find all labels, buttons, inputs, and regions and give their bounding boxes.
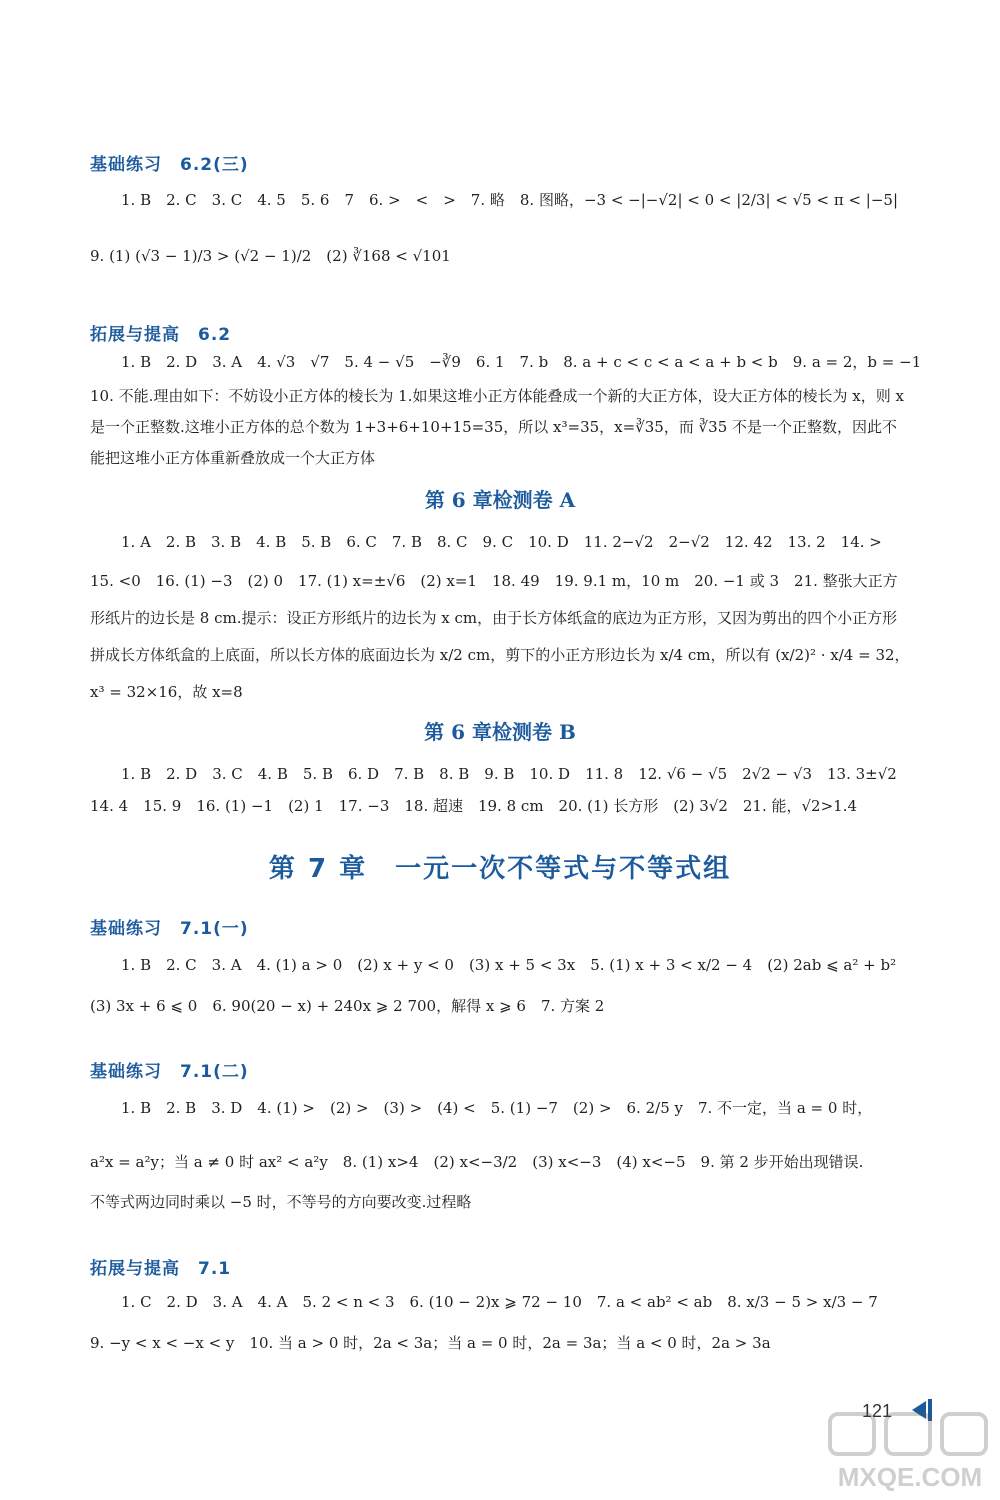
section-heading-extension-6-2 xyxy=(90,320,231,345)
section-title: 基础练习 xyxy=(90,155,162,175)
section-title: 基础练习 xyxy=(90,919,162,939)
answer-line: 9. (1) (√3 − 1)/3 > (√2 − 1)/2 (2) ∛168 < √101 xyxy=(90,247,451,265)
section-number: 7.1 xyxy=(198,1259,232,1279)
answer-line: 1. B 2. B 3. D 4. (1) > (2) > (3) > (4) < 5. (1) −7 (2) > 6. 2/5 y 7. 不一定，当 a = 0 时， xyxy=(121,1099,873,1117)
test-heading-b: 第 6 章检测卷 B xyxy=(424,720,576,744)
section-heading-basic-6-2-3 xyxy=(90,150,249,175)
watermark-logo xyxy=(820,1410,1000,1496)
answer-line: (3) 3x + 6 ⩽ 0 6. 90(20 − x) + 240x ⩾ 2 700，解得 x ⩾ 6 7. 方案 2 xyxy=(90,997,605,1015)
section-title: 拓展与提高 xyxy=(90,1259,180,1279)
watermark-svg xyxy=(820,1410,1000,1496)
chapter-title: 第 7 章 一元一次不等式与不等式组 xyxy=(268,854,732,884)
answer-line: 不等式两边同时乘以 −5 时，不等号的方向要改变.过程略 xyxy=(90,1193,472,1211)
answer-line: 1. B 2. D 3. A 4. √3 √7 5. 4 − √5 −∛9 6. 1 7. b 8. a + c < c < a < a + b < b 9. a = 2，b = −1 xyxy=(121,353,922,371)
section-heading-basic-7-1-1 xyxy=(90,914,249,939)
section-number: 6.2(三) xyxy=(180,155,249,175)
section-number: 7.1(一) xyxy=(180,919,249,939)
section-heading-extension-7-1 xyxy=(90,1254,231,1279)
section-number: 7.1(二) xyxy=(180,1062,249,1082)
test-heading-a: 第 6 章检测卷 A xyxy=(424,488,576,512)
answer-line: 1. B 2. C 3. A 4. (1) a > 0 (2) x + y < 0 (3) x + 5 < 3x 5. (1) x + 3 < x/2 − 4 (2) 2ab ⩽ a² + b² xyxy=(121,956,897,974)
answer-paragraph: 15. <0 16. (1) −3 (2) 0 17. (1) x=±√6 (2) x=1 18. 49 19. 9.1 m，10 m 20. −1 或 3 21. 整张大正方形纸片的边长是 8 cm.提示：设正方形纸片的边长为 x cm，由于长方体纸盒的底边为正方形，又因为剪出的四个小正方形拼成长方体纸盒的上底面，所以长方体的底面边长为 x/2 cm，剪下的小正方形边长为 x/4 cm，所以有 (x/2)² · x/4 = 32，x³ = 32×16，故 x=8 xyxy=(90,572,910,701)
section-title: 基础练习 xyxy=(90,1062,162,1082)
section-heading-basic-7-1-2 xyxy=(90,1057,249,1082)
answer-line: 9. −y < x < −x < y 10. 当 a > 0 时，2a < 3a；当 a = 0 时，2a = 3a；当 a < 0 时，2a > 3a xyxy=(90,1334,771,1352)
answer-line: 1. C 2. D 3. A 4. A 5. 2 < n < 3 6. (10 − 2)x ⩾ 72 − 10 7. a < ab² < ab 8. x/3 − 5 > x/3 − 7 xyxy=(121,1293,878,1311)
answer-line: a²x = a²y；当 a ≠ 0 时 ax² < a²y 8. (1) x>4 (2) x<−3/2 (3) x<−3 (4) x<−5 9. 第 2 步开始出现错误. xyxy=(90,1153,864,1171)
answer-paragraph: 10. 不能.理由如下：不妨设小正方体的棱长为 1.如果这堆小正方体能叠成一个新的大正方体，设大正方体的棱长为 x，则 x 是一个正整数.这堆小正方体的总个数为 1+3+6+10+15=35，所以 x³=35，x=∛35，而 ∛35 不是一个正整数，因此不能把这堆小正方体重新叠放成一个大正方体 xyxy=(90,387,904,467)
section-title: 拓展与提高 xyxy=(90,325,180,345)
section-number: 6.2 xyxy=(198,325,232,345)
watermark-text: MXQE.COM xyxy=(837,1462,983,1492)
answer-line: 1. B 2. D 3. C 4. B 5. B 6. D 7. B 8. B 9. B 10. D 11. 8 12. √6 − √5 2√2 − √3 13. 3±√2 xyxy=(121,765,897,783)
answer-line: 1. A 2. B 3. B 4. B 5. B 6. C 7. B 8. C 9. C 10. D 11. 2−√2 2−√2 12. 42 13. 2 14. > xyxy=(121,533,882,551)
page-number: 121 xyxy=(862,1401,893,1421)
answer-line: 14. 4 15. 9 16. (1) −1 (2) 1 17. −3 18. 超速 19. 8 cm 20. (1) 长方形 (2) 3√2 21. 能，√2>1.4 xyxy=(90,797,858,815)
answer-line: 1. B 2. C 3. C 4. 5 5. 6 7 6. > < > 7. 略 8. 图略，−3 < −|−√2| < 0 < |2/3| < √5 < π < |−5| xyxy=(121,191,899,209)
